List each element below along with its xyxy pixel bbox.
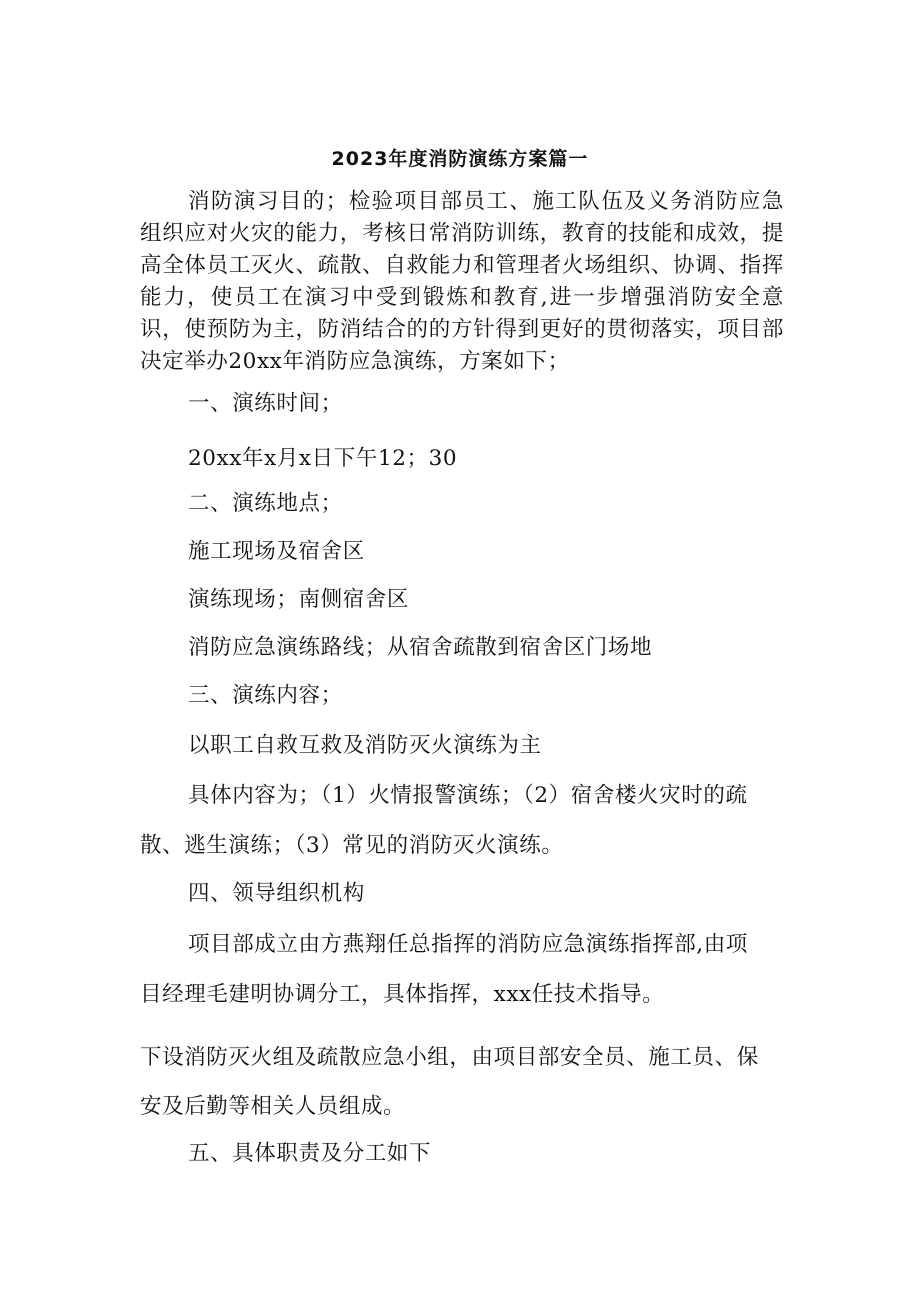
- section-2-location-2: 演练现场；南侧宿舍区: [188, 587, 410, 612]
- section-4-paragraph-1-line-1: 项目部成立由方燕翔任总指挥的消防应急演练指挥部,由项: [188, 932, 748, 957]
- section-3-main: 以职工自救互救及消防灭火演练为主: [188, 733, 542, 758]
- section-2-heading: 二、演练地点；: [188, 491, 343, 516]
- section-2-route: 消防应急演练路线；从宿舍疏散到宿舍区门场地: [188, 635, 653, 660]
- section-3-detail-line-2: 散、逃生演练；（3）常见的消防灭火演练。: [140, 833, 564, 858]
- section-3-heading: 三、演练内容；: [188, 683, 343, 708]
- section-4-paragraph-2-line-2: 安及后勤等相关人员组成。: [140, 1094, 406, 1119]
- section-3-detail-line-1: 具体内容为；（1）火情报警演练；（2）宿舍楼火灾时的疏: [188, 783, 748, 808]
- intro-paragraph: 消防演习目的；检验项目部员工、施工队伍及义务消防应急组织应对火灾的能力，考核日常消防训练，教育的技能和成效，提高全体员工灭火、疏散、自救能力和管理者火场组织、协调、指挥能力，使员工在演习中受到锻炼和教育,进一步增强消防安全意识，使预防为主，防消结合的的方针得到更好的贯彻落实，项目部决定举办20xx年消防应急演练，方案如下；: [140, 189, 784, 374]
- section-1-time: 20xx年x月x日下午12；30: [188, 446, 458, 471]
- section-5-heading: 五、具体职责及分工如下: [188, 1141, 432, 1166]
- section-4-paragraph-1-line-2: 目经理毛建明协调分工，具体指挥，xxx任技术指导。: [140, 982, 665, 1007]
- section-2-location-1: 施工现场及宿舍区: [188, 539, 365, 564]
- document-title: 2023年度消防演练方案篇一: [331, 148, 589, 170]
- section-4-heading: 四、领导组织机构: [188, 881, 365, 906]
- section-1-heading: 一、演练时间；: [188, 391, 343, 416]
- section-4-paragraph-2-line-1: 下设消防灭火组及疏散应急小组，由项目部安全员、施工员、保: [140, 1045, 759, 1070]
